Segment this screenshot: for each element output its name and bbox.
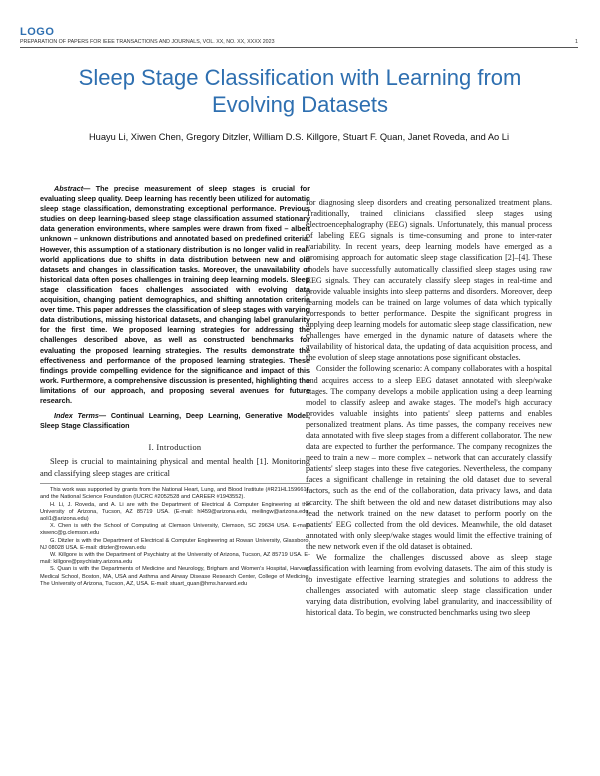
footnote-divider (40, 483, 310, 484)
index-terms-label: Index Terms (54, 411, 99, 421)
running-head-text: PREPARATION OF PAPERS FOR IEEE TRANSACTIONS AND JOURNALS, VOL. XX, NO. XX, XXXX 2023 (20, 39, 275, 45)
index-terms (40, 411, 310, 431)
left-column (40, 184, 310, 588)
intro-paragraph-start: Sleep is crucial to maintaining physical and mental health [1]. Monitoring and classifying sleep stages are critical (40, 457, 310, 478)
page-number: 1 (575, 39, 578, 45)
footnote-funding: This work was supported by grants from the National Heart, Lung, and Blood Institute (#R21HL159661), and the National Science Foundation (IUCRC #2052528 and CAREER #1943552). (40, 487, 310, 501)
footnote-affiliation: H. Li, J. Roveda, and A. Li are with the Department of Electrical & Computer Engineering at the University of Arizona, Tucson, AZ 85719 USA. (E-mail: hl459@arizona.edu, meilingw@arizona.edu, aoli1@arizona.edu) (40, 501, 310, 523)
abstract-label: Abstract (54, 184, 84, 193)
intro-paragraph-formalization: We formalize the challenges discussed above as sleep stage classification with learning from evolving datasets. The aim of this study is to investigate effective learning strategies and solutions to address the challenges associated with automatic sleep stage classification under varying data distribution, evolving label granularity, and inaccessibility of historical data. To begin, we constructed benchmarks using two sleep (306, 553, 552, 618)
footnote-affiliation: S. Quan is with the Departments of Medicine and Neurology, Brigham and Women's Hospital, Harvard Medical School, Boston, MA, USA and Asthma and Airway Disease Research Center, College of Medicine, The University of Arizona, Tucson, AZ, USA. E-mail: stuart_quan@hms.harvard.edu (40, 566, 310, 587)
footnote-affiliation: X. Chen is with the School of Computing at Clemson University, Clemson, SC 29634 USA. E-mail: xiwenc@g.clemson.edu (40, 523, 310, 537)
index-terms-text: — Continual Learning, Deep Learning, Generative Model, Sleep Stage Classification (40, 411, 310, 431)
section-heading-introduction: I. Introduction (148, 443, 202, 453)
abstract-text: — The precise measurement of sleep stages is crucial for evaluating sleep quality. Deep learning has recently been utilized for automatic sleep stage classification, demonstrating exceptional performance. Previous studies on deep learning-based sleep stage classification assumed stationary data generation environments, where samples were drawn from fixed – albeit unknown – unknown distributions and annotated based on predefined criteria. However, this assumption of a stationary distribution is no longer valid in real-world applications due to shifts in data distribution between new and old datasets and changes in classification tasks. Moreover, the unavailability of historical data often poses challenges in training deep learning models. Sleep stage classification faces challenges associated with evolving data acquisition, changing patient demographics, and shifting annotation criteria over time. This paper addresses the classification of sleep stages with varying data distributions, missing historical datasets, and changing label granularity for the first time. We proposed learning strategies for addressing the challenges described above, as well as constructed benchmarks for evaluating the proposed learning strategies. The results demonstrate the effectiveness and performance of the proposed learning strategies. These findings provide compelling evidence for the significance and impact of this work. Furthermore, a comprehensive discussion is presented, highlighting the limitations of our approach, and proposing several avenues for future research. (40, 184, 310, 405)
right-column (306, 197, 552, 619)
intro-paragraph-scenario: Consider the following scenario: A company collaborates with a hospital and acquires access to a sleep EEG dataset annotated with sleep/wake stages. The company develops a mobile application using a deep learning model to classify asleep and awake stages. The model's high accuracy provides valuable insights into patients' sleep patterns and enables personalized treatment plans. As time passes, the company receives new data annotated with five sleep stages from a different collaborator. The new data are expected to further the performance. The company recognizes the need to train a new – more complex – network that can accurately classify patients' sleep stages into these five categories. Nevertheless, the company faces a significant challenge in retaining the old dataset due to several factors, such as the end of the collaboration, data privacy laws, and data scarcity. The shift between the old and new dataset distributions may also lead the network trained on the new dataset to perform poorly on the patients' EEG collected from the old devices. Meanwhile, the old dataset annotated with only sleep/wake stages would limit the effective training of the new network even if the old dataset is obtained. (306, 364, 552, 551)
abstract (40, 184, 310, 406)
footnote-affiliation: W. Killgore is with the Department of Psychiatry at the University of Arizona, Tucson, AZ 85719 USA. E-mail: killgore@psychiatry.arizona.edu (40, 552, 310, 566)
paper-title: Sleep Stage Classification with Learning from Evolving Datasets (78, 65, 522, 117)
footnote-affiliation: G. Ditzler is with the Department of Electrical & Computer Engineering at Rowan University, Glassboro, NJ 08028 USA. E-mail: ditzler@rowan.edu (40, 537, 310, 551)
intro-paragraph-continued: for diagnosing sleep disorders and creating personalized treatment plans. Traditionally, trained clinicians classified sleep stages using electroencephalography (EEG) signals. Unfortunately, this manual process of labeling EEG signals is time-consuming and prone to inter-rater variability. In recent years, deep learning models have emerged as a promising approach for automatic sleep stage classification [2]–[4]. These models have successfully automatically classified sleep stages using raw EEG signals. They can accurately classify sleep stages in real-time and provide valuable insights into sleep patterns and disorders. Moreover, deep learning models can be trained on large volumes of data which typically corresponds to better performance. Despite the significant progress in applying deep learning models for automatic sleep stage classification, new challenges have emerged in the dynamic nature of datasets where the availability of historical data, the updating of data acquisition process, and the evolution of sleep stage annotations pose significant obstacles. (306, 198, 552, 363)
author-list: Huayu Li, Xiwen Chen, Gregory Ditzler, William D.S. Killgore, Stuart F. Quan, Janet Roveda, and Ao Li (88, 132, 510, 142)
journal-logo: LOGO (20, 26, 55, 38)
running-head (20, 39, 578, 45)
header-rule (20, 47, 578, 48)
